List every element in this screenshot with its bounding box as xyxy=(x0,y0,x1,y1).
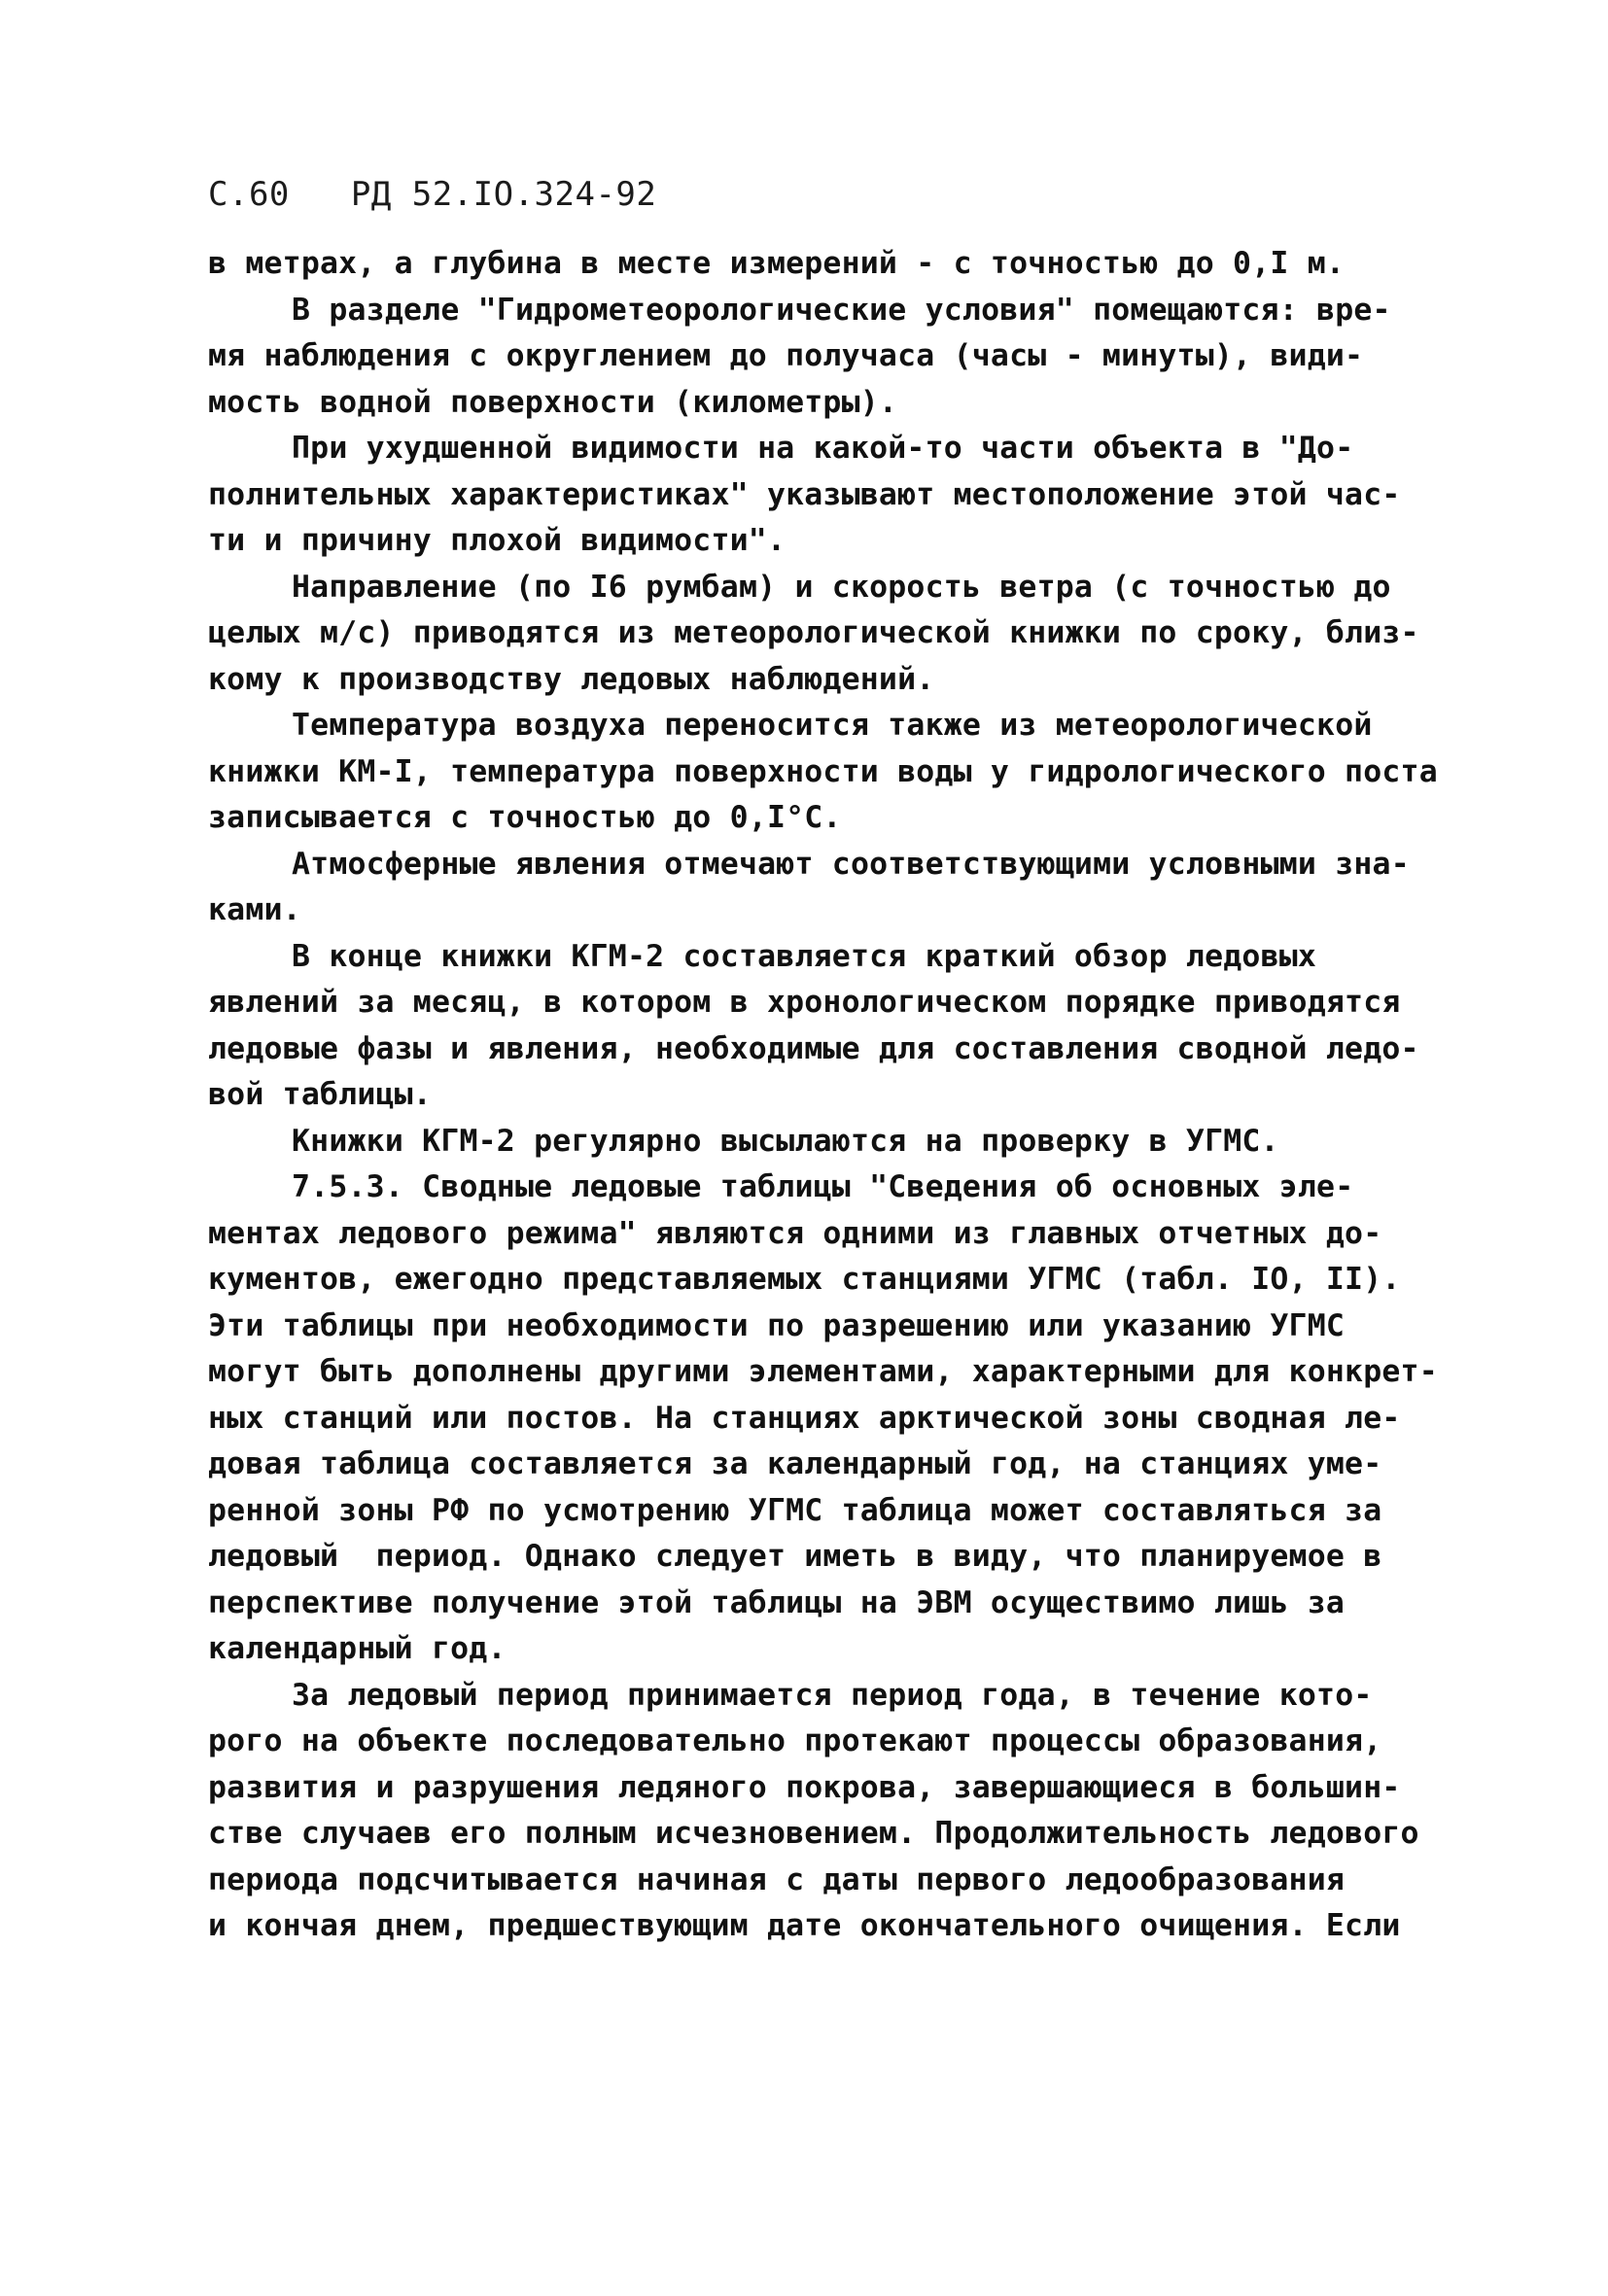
text-line: Эти таблицы при необходимости по разрешению или указанию УГМС xyxy=(208,1307,1346,1343)
text-line: целых м/с) приводятся из метеорологической книжки по сроку, близ- xyxy=(208,615,1419,650)
text-line: периода подсчитывается начиная с даты первого ледообразования xyxy=(208,1861,1346,1897)
text-line: перспективе получение этой таблицы на ЭВМ осуществимо лишь за xyxy=(208,1584,1346,1620)
text-line: Атмосферные явления отмечают соответствующими условными зна- xyxy=(292,846,1410,882)
text-line: развития и разрушения ледяного покрова, завершающиеся в большин- xyxy=(208,1769,1401,1805)
text-line: 7.5.3. Сводные ледовые таблицы "Сведения об основных эле- xyxy=(292,1169,1354,1204)
text-line: При ухудшенной видимости на какой-то части объекта в "До- xyxy=(292,431,1354,466)
text-line: В конце книжки КГМ-2 составляется краткий обзор ледовых xyxy=(292,938,1317,974)
text-line: ментах ледового режима" являются одними из главных отчетных до- xyxy=(208,1215,1382,1251)
document-code: РД 52.IO.324-92 xyxy=(350,175,657,214)
text-line: За ледовый период принимается период года, в течение кото- xyxy=(292,1677,1373,1713)
text-line: кому к производству ледовых наблюдений. xyxy=(208,661,935,697)
text-line: вой таблицы. xyxy=(208,1077,432,1112)
text-line: стве случаев его полным исчезновением. Продолжительность ледового xyxy=(208,1816,1419,1851)
page-number: С.60 xyxy=(208,175,290,214)
text-line: ками. xyxy=(208,892,301,927)
text-line: явлений за месяц, в котором в хронологическом порядке приводятся xyxy=(208,985,1401,1020)
text-line: могут быть дополнены другими элементами, характерными для конкрет- xyxy=(208,1354,1438,1389)
body-text xyxy=(208,241,1472,1950)
text-line: мя наблюдения с округлением до получаса (часы - минуты), види- xyxy=(208,338,1364,373)
text-line: записывается с точностью до 0,I°С. xyxy=(208,800,842,835)
text-line: довая таблица составляется за календарный год, на станциях уме- xyxy=(208,1446,1382,1481)
text-line: ледовые фазы и явления, необходимые для составления сводной ледо- xyxy=(208,1030,1419,1066)
text-line: ных станций или постов. На станциях арктической зоны сводная ле- xyxy=(208,1400,1401,1436)
text-line: в метрах, а глубина в месте измерений - с точностью до 0,I м. xyxy=(208,246,1346,281)
text-line: Направление (по I6 румбам) и скорость ветра (с точностью до xyxy=(292,569,1391,605)
text-line: кументов, ежегодно представляемых станциями УГМС (табл. IO, II). xyxy=(208,1262,1401,1297)
text-line: ти и причину плохой видимости". xyxy=(208,523,787,558)
text-line: ледовый период. Однако следует иметь в виду, что планируемое в xyxy=(208,1539,1382,1574)
text-line: мость водной поверхности (километры). xyxy=(208,384,898,420)
text-line: и кончая днем, предшествующим дате окончательного очищения. Если xyxy=(208,1908,1401,1943)
page-header xyxy=(208,175,656,214)
text-line: Температура воздуха переносится также из метеорологической xyxy=(292,708,1373,743)
text-line: ренной зоны РФ по усмотрению УГМС таблица может составляться за xyxy=(208,1492,1382,1528)
text-line: книжки КМ-I, температура поверхности воды у гидрологического поста xyxy=(208,753,1438,789)
text-line: рого на объекте последовательно протекают процессы образования, xyxy=(208,1723,1382,1758)
text-line: полнительных характеристиках" указывают местоположение этой час- xyxy=(208,476,1401,512)
text-line: В разделе "Гидрометеорологические условия" помещаются: вре- xyxy=(292,292,1391,328)
text-line: календарный год. xyxy=(208,1631,507,1666)
text-line: Книжки КГМ-2 регулярно высылаются на проверку в УГМС. xyxy=(292,1123,1279,1159)
